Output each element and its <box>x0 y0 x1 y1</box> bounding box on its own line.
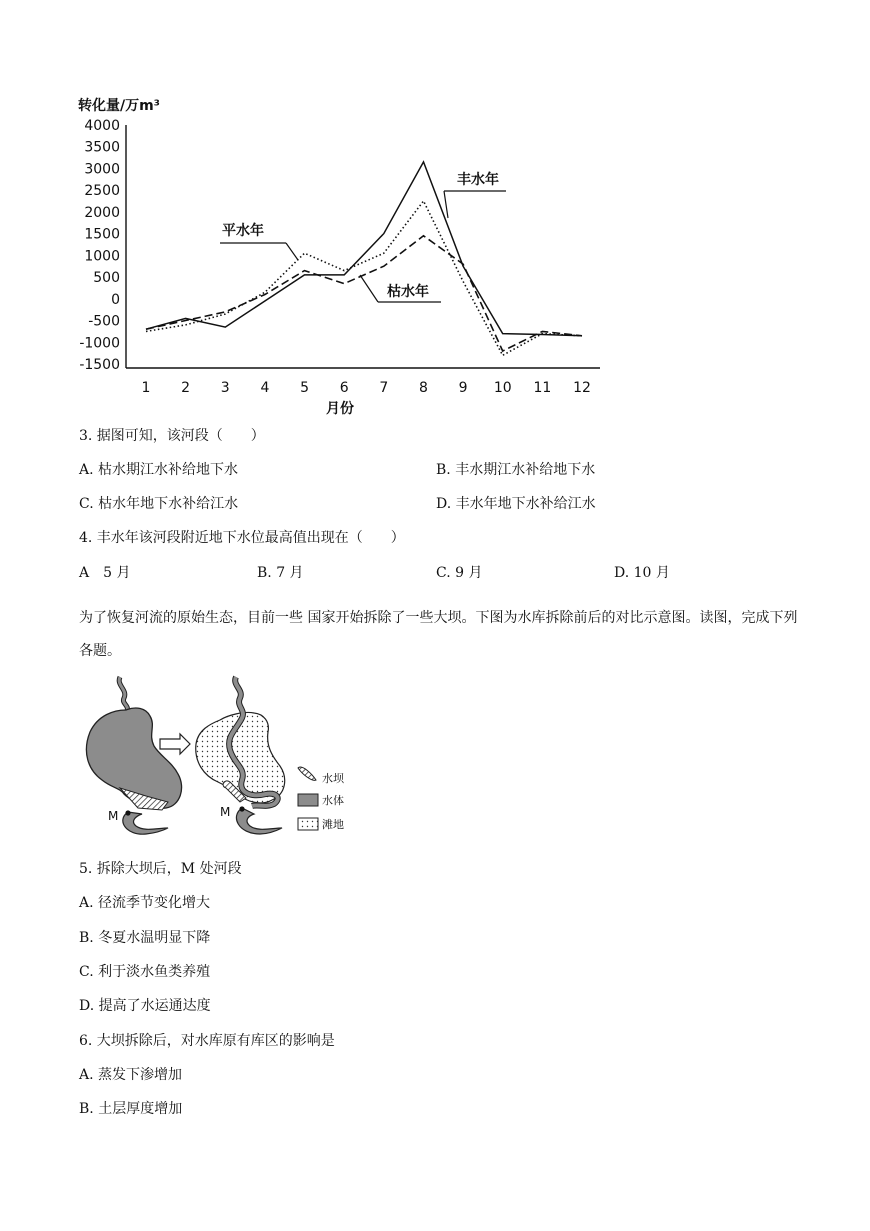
point-m-after <box>239 806 244 811</box>
y-tick-label: -1000 <box>79 335 120 352</box>
question-3-option-b[interactable]: B. 丰水期江水补给地下水 <box>436 462 596 478</box>
dam-removal-diagram <box>76 670 376 845</box>
x-tick-label: 6 <box>339 380 349 396</box>
question-4-stem: 4. 丰水年该河段附近地下水位最高值出现在（ ） <box>79 530 405 546</box>
series-label-ku: 枯水年 <box>387 284 429 300</box>
y-tick-label: 3500 <box>84 139 120 156</box>
question-5-option-b[interactable]: B. 冬夏水温明显下降 <box>79 930 211 946</box>
callout-leader-ku <box>360 275 378 302</box>
question-5-option-c[interactable]: C. 利于淡水鱼类养殖 <box>79 964 211 980</box>
reading-intro: 为了恢复河流的原始生态，目前一些 国家开始拆除了一些大坝。下图为水库拆除前后的对比示意图。读图，完成下列各题。 <box>79 610 798 659</box>
question-3-stem: 3. 据图可知，该河段（ ） <box>79 428 265 444</box>
x-tick-label: 10 <box>493 380 512 396</box>
x-tick-label: 8 <box>418 380 428 396</box>
y-tick-label: 2000 <box>84 204 120 221</box>
reservoir-before <box>86 677 181 834</box>
legend-dam-label: 水坝 <box>322 772 344 785</box>
y-tick-label: 500 <box>93 270 120 287</box>
question-4-option-b[interactable]: B. 7 月 <box>257 565 304 581</box>
diagram-legend <box>298 767 345 831</box>
x-tick-label: 12 <box>573 380 591 396</box>
y-tick-label: 0 <box>111 291 120 308</box>
x-tick-label: 11 <box>533 380 552 396</box>
transition-arrow <box>160 734 190 754</box>
point-m-before-label: M <box>108 809 119 823</box>
question-4-option-c[interactable]: C. 9 月 <box>436 565 483 581</box>
question-4-option-d[interactable]: D. 10 月 <box>614 565 670 581</box>
question-4-option-a[interactable]: A 5 月 <box>79 565 131 581</box>
callout-leader-feng <box>444 191 448 218</box>
question-6-option-b[interactable]: B. 土层厚度增加 <box>79 1101 183 1117</box>
x-tick-label: 2 <box>181 380 191 396</box>
question-5-stem: 5. 拆除大坝后，M 处河段 <box>79 861 242 877</box>
x-tick-label: 3 <box>220 380 230 396</box>
y-axis-label: 转化量/万m³ <box>78 98 160 114</box>
dam-legend-icon <box>298 767 316 780</box>
x-tick-label: 4 <box>260 380 270 396</box>
series-label-ping: 平水年 <box>222 223 264 239</box>
question-3-option-c[interactable]: C. 枯水年地下水补给江水 <box>79 496 239 512</box>
y-tick-label: -500 <box>88 313 120 330</box>
point-m-before <box>125 810 130 815</box>
y-tick-label: 1500 <box>84 226 120 243</box>
x-tick-label: 7 <box>379 380 389 396</box>
y-tick-label: 1000 <box>84 248 120 265</box>
point-m-after-label: M <box>220 805 231 819</box>
reservoir-after <box>196 677 285 834</box>
x-axis-label: 月份 <box>326 401 354 417</box>
callout-leader-ping <box>286 243 298 260</box>
y-tick-label: 2500 <box>84 183 120 200</box>
question-5-option-a[interactable]: A. 径流季节变化增大 <box>79 895 211 911</box>
legend-water-label: 水体 <box>322 794 344 807</box>
groundwater-conversion-chart <box>60 88 620 418</box>
series-line-solid <box>146 162 582 336</box>
series-label-feng: 丰水年 <box>457 172 499 188</box>
x-tick-label: 9 <box>458 380 468 396</box>
question-5-option-d[interactable]: D. 提高了水运通达度 <box>79 998 211 1014</box>
x-tick-label: 1 <box>141 380 151 396</box>
y-tick-label: -1500 <box>79 357 120 373</box>
question-6-stem: 6. 大坝拆除后，对水库原有库区的影响是 <box>79 1033 335 1049</box>
series-line-dotted <box>146 201 582 355</box>
question-3-option-d[interactable]: D. 丰水年地下水补给江水 <box>436 496 596 512</box>
x-tick-label: 5 <box>300 380 310 396</box>
legend-beach-label: 滩地 <box>322 818 344 831</box>
beach-legend-swatch <box>298 818 318 830</box>
y-tick-label: 3000 <box>84 161 120 178</box>
y-tick-label: 4000 <box>84 118 120 134</box>
question-3-option-a[interactable]: A. 枯水期江水补给地下水 <box>79 462 239 478</box>
question-6-option-a[interactable]: A. 蒸发下渗增加 <box>79 1067 183 1083</box>
water-legend-swatch <box>298 794 318 806</box>
